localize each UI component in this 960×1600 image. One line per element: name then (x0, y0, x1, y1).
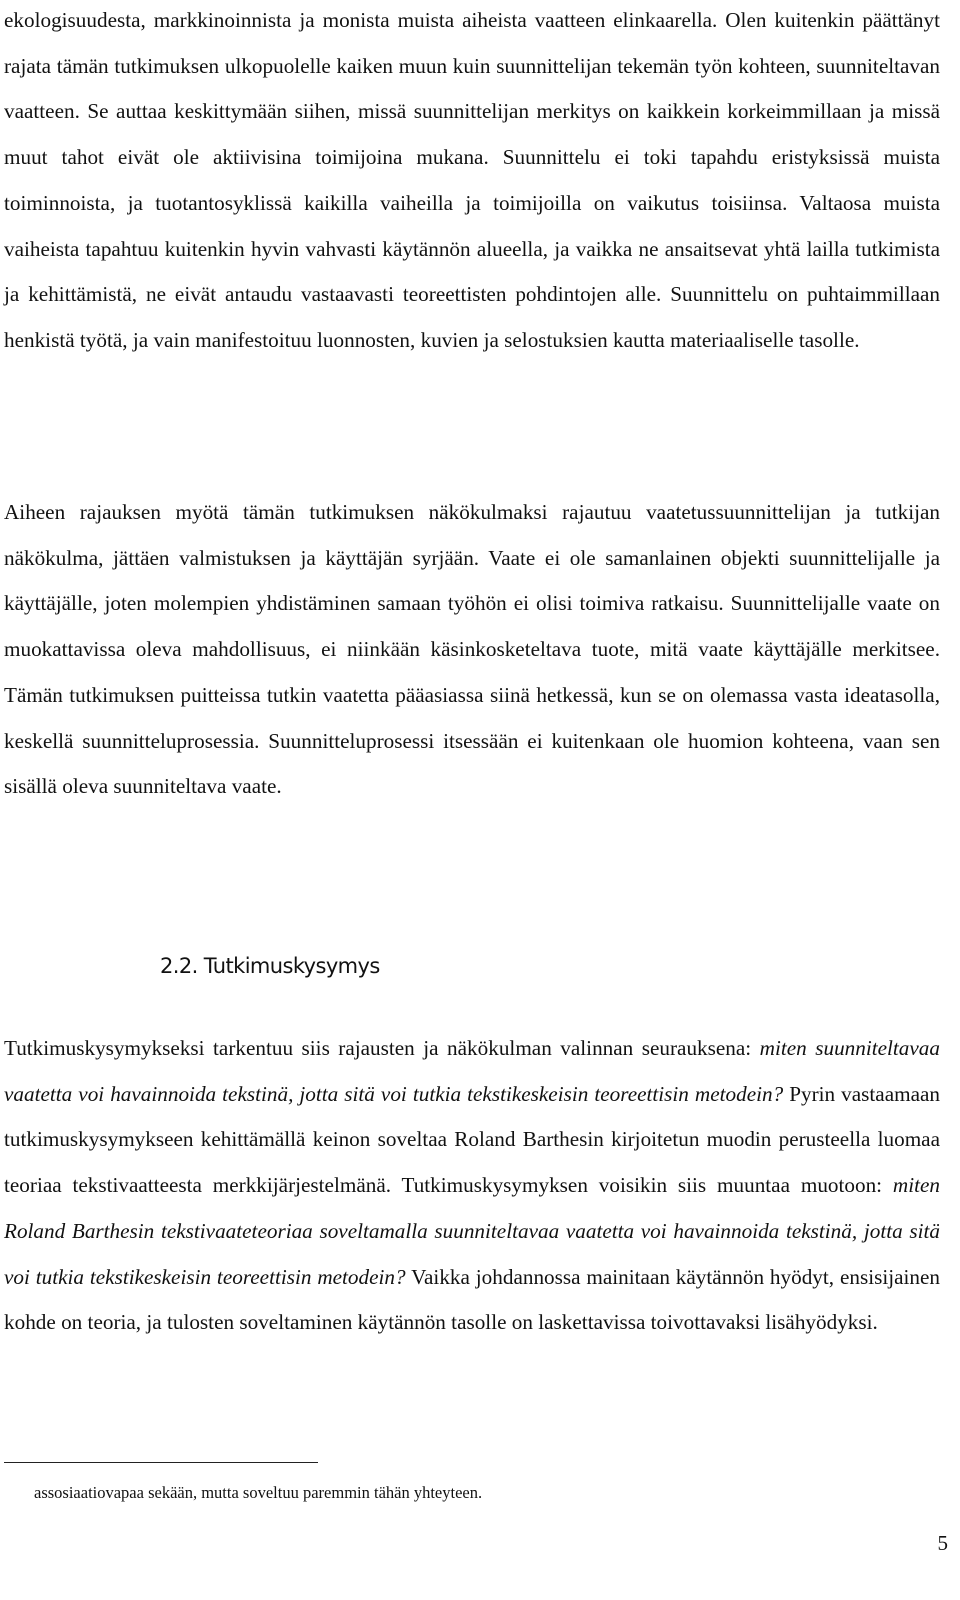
paragraph-3-intro: Tutkimuskysymykseksi tarkentuu siis rajausten ja näkökulman valinnan seurauksena: (4, 1036, 760, 1060)
body-paragraph-3 (4, 1026, 940, 1346)
page-number: 5 (937, 1531, 948, 1555)
footnote: assosiaatiovapaa sekään, mutta soveltuu paremmin tähän yhteyteen. (34, 1483, 483, 1502)
footnote-divider (4, 1462, 318, 1463)
paragraph-3-ending: Vaikka johdannossa mainitaan käytännön hyödyt, ensisijainen kohde on teoria, ja tulosten soveltaminen käytännön tasolle on laskettavissa toivottavaksi lisähyödyksi. (4, 1264, 940, 1335)
research-question-1: miten suunniteltavaa vaatetta voi havainnoida tekstinä, jotta sitä voi tutkia tekstikeskeisin teoreettisin metodein? (4, 1036, 940, 1106)
research-question-2: miten Roland Barthesin tekstivaateteoriaa soveltamalla suunniteltavaa vaatetta voi havainnoida tekstinä, jotta sitä voi tutkia tekstikeskeisin teoreettisin metodein? (4, 1173, 940, 1289)
paragraph-3-middle: Pyrin vastaamaan tutkimuskysymykseen kehittämällä keinon soveltaa Roland Barthesin kirjoitetun muodin perusteella luomaa teoriaa tekstivaatteesta merkkijärjestelmänä. Tutkimuskysymyksen voisikin siis muuntaa muotoon: (4, 1081, 940, 1198)
body-paragraph-1: ekologisuudesta, markkinoinnista ja monista muista aiheista vaatteen elinkaarella. Olen kuitenkin päättänyt rajata tämän tutkimuksen ulkopuolelle kaiken muun kuin suunnittelijan tekemän työn kohteen, suunniteltavan vaatteen. Se auttaa keskittymään siihen, missä suunnittelijan merkitys on kaikkein korkeimmillaan ja missä muut tahot eivät ole aktiivisina toimijoina mukana. Suunnittelu ei toki tapahdu eristyksissä muista toiminnoista, ja tuotantosyklissä kaikilla vaiheilla ja toimijoilla on vaikutus toisiinsa. Valtaosa muista vaiheista tapahtuu kuitenkin hyvin vahvasti käytännön alueella, ja vaikka ne ansaitsevat yhtä lailla tutkimista ja kehittämistä, ne eivät antaudu vastaavasti teoreettisten pohdintojen alle. Suunnittelu on puhtaimmillaan henkistä työtä, ja vain manifestoituu luonnosten, kuvien ja selostuksien kautta materiaaliselle tasolle. (4, 8, 940, 352)
body-paragraph-2: Aiheen rajauksen myötä tämän tutkimuksen näkökulmaksi rajautuu vaatetussuunnittelijan ja tutkijan näkökulma, jättäen valmistuksen ja käyttäjän syrjään. Vaate ei ole samanlainen objekti suunnittelijalle ja käyttäjälle, joten molempien yhdistäminen samaan työhön ei olisi toimiva ratkaisu. Suunnittelijalle vaate on muokattavissa oleva mahdollisuus, ei niinkään käsinkosketeltava tuote, mitä vaate käyttäjälle merkitsee. Tämän tutkimuksen puitteissa tutkin vaatetta pääasiassa siinä hetkessä, kun se on olemassa vasta ideatasolla, keskellä suunnitteluprosessia. Suunnitteluprosessi itsessään ei kuitenkaan ole huomion kohteena, vaan sen sisällä oleva suunniteltava vaate. (4, 500, 940, 799)
section-heading: 2.2. Tutkimuskysymys (160, 954, 380, 978)
